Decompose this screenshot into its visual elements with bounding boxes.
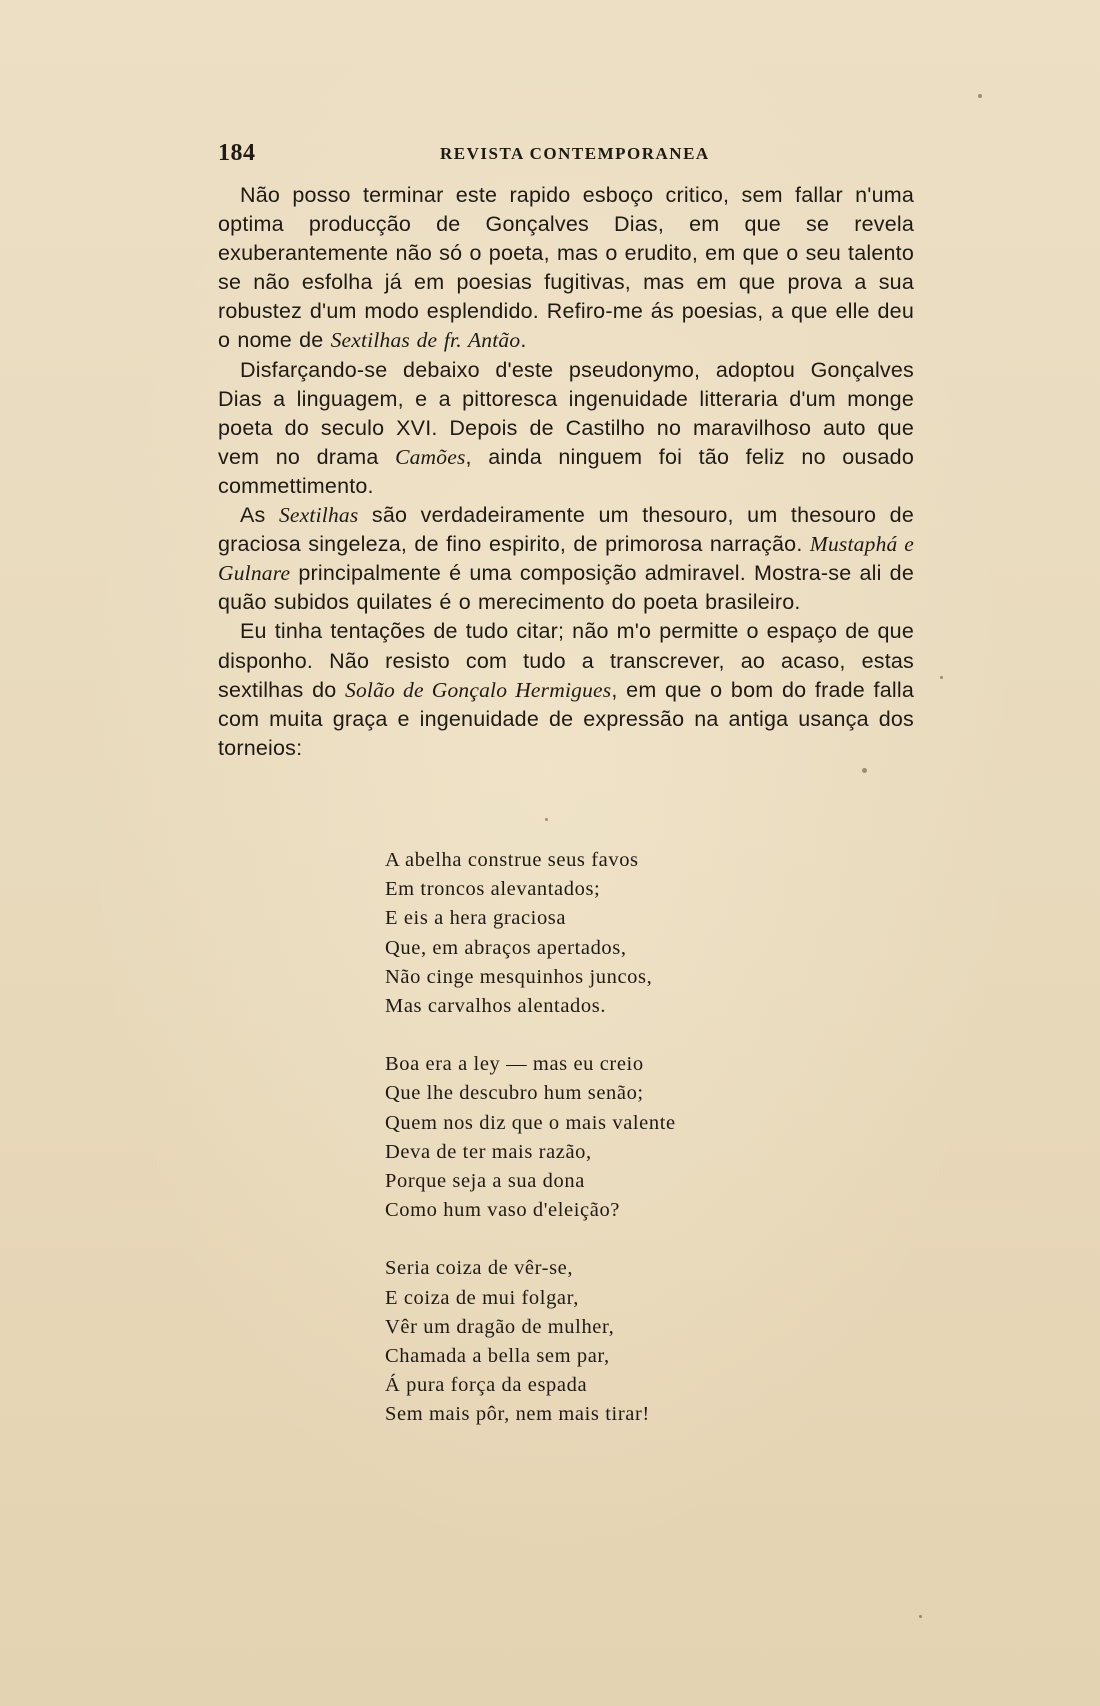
paragraph-text: Disfarçando-se debaixo d'este pseudonymo, adoptou Gonçalves Dias a linguagem, e a pittoresca ingenuidade litteraria d'um monge poeta do seculo XVI. Depois de Castilho no maravilhoso auto que vem no drama bbox=[218, 357, 914, 469]
paragraph-text: principalmente é uma composição admiravel. Mostra-se ali de quão subidos quilates é o merecimento do poeta brasileiro. bbox=[218, 561, 914, 615]
verse-line: Como hum vaso d'eleição? bbox=[385, 1199, 620, 1222]
running-title: REVISTA CONTEMPORANEA bbox=[440, 144, 710, 163]
paragraph-text: , ainda ninguem foi tão feliz no ousado commettimento. bbox=[218, 444, 914, 498]
verse-line: Chamada a bella sem par, bbox=[385, 1345, 610, 1368]
verse-line: Deva de ter mais razão, bbox=[385, 1140, 592, 1163]
stanza bbox=[385, 1050, 805, 1225]
prose-body bbox=[218, 181, 914, 763]
verse-line: Não cinge mesquinhos juncos, bbox=[385, 965, 653, 988]
paragraph bbox=[218, 356, 914, 501]
poem-quotation bbox=[385, 846, 805, 1459]
stanza bbox=[385, 846, 805, 1021]
verse-line: E coiza de mui folgar, bbox=[385, 1286, 579, 1309]
verse-line: E eis a hera graciosa bbox=[385, 907, 567, 930]
paragraph-text: . bbox=[520, 328, 527, 353]
verse-line: Vêr um dragão de mulher, bbox=[385, 1315, 615, 1338]
page-number: 184 bbox=[218, 140, 256, 166]
stanza bbox=[385, 1254, 805, 1429]
page-header bbox=[218, 140, 914, 172]
verse-line: Á pura força da espada bbox=[385, 1374, 588, 1397]
paragraph bbox=[218, 617, 914, 762]
verse-line: A abelha construe seus favos bbox=[385, 849, 639, 871]
paragraph-text: Não posso terminar este rapido esboço critico, sem fallar n'uma optima producção de Gonçalves Dias, em que se revela exuberantemente não só o poeta, mas o erudito, em que o seu talento se não esfolha já em poesias fugitivas, mas em que prova a sua robustez d'um modo esplendido. Refiro-me ás poesias, a que elle deu o nome de bbox=[218, 183, 914, 353]
paper-speck bbox=[545, 818, 548, 821]
paragraph-text: , em que o bom do frade falla com muita graça e ingenuidade de expressão na antiga usança dos torneios: bbox=[218, 677, 914, 760]
drama-title-italic: Camões bbox=[395, 444, 466, 469]
paper-speck bbox=[940, 676, 943, 679]
paragraph bbox=[218, 501, 914, 617]
verse-line: Mas carvalhos alentados. bbox=[385, 995, 607, 1018]
paragraph-text: As bbox=[240, 503, 279, 528]
paragraph bbox=[218, 181, 914, 356]
paper-speck bbox=[978, 94, 982, 98]
verse-line: Sem mais pôr, nem mais tirar! bbox=[385, 1403, 650, 1426]
verse-line: Que, em abraços apertados, bbox=[385, 936, 627, 959]
verse-line: Boa era a ley — mas eu creio bbox=[385, 1053, 644, 1076]
paper-speck bbox=[919, 1615, 922, 1618]
verse-line: Seria coiza de vêr-se, bbox=[385, 1257, 574, 1280]
poem-title-italic: Mustaphá e Gulnare bbox=[218, 532, 914, 586]
verse-line: Quem nos diz que o mais valente bbox=[385, 1111, 676, 1134]
paragraph-text: Eu tinha tentações de tudo citar; não m'o permitte o espaço de que disponho. Não resisto com tudo a transcrever, ao acaso, estas sextilhas do bbox=[218, 619, 914, 702]
verse-line: Em troncos alevantados; bbox=[385, 878, 601, 901]
book-title-italic: Sextilhas de fr. Antão bbox=[330, 328, 521, 353]
verse-line: Que lhe descubro hum senão; bbox=[385, 1082, 644, 1105]
book-title-italic: Sextilhas bbox=[278, 503, 359, 528]
poem-title-italic: Solão de Gonçalo Hermigues bbox=[345, 677, 612, 702]
verse-line: Porque seja a sua dona bbox=[385, 1170, 585, 1193]
paragraph-text: são verdadeiramente um thesouro, um thesouro de graciosa singeleza, de fino espirito, de primorosa narração. bbox=[218, 503, 914, 557]
paper-speck bbox=[862, 768, 867, 773]
